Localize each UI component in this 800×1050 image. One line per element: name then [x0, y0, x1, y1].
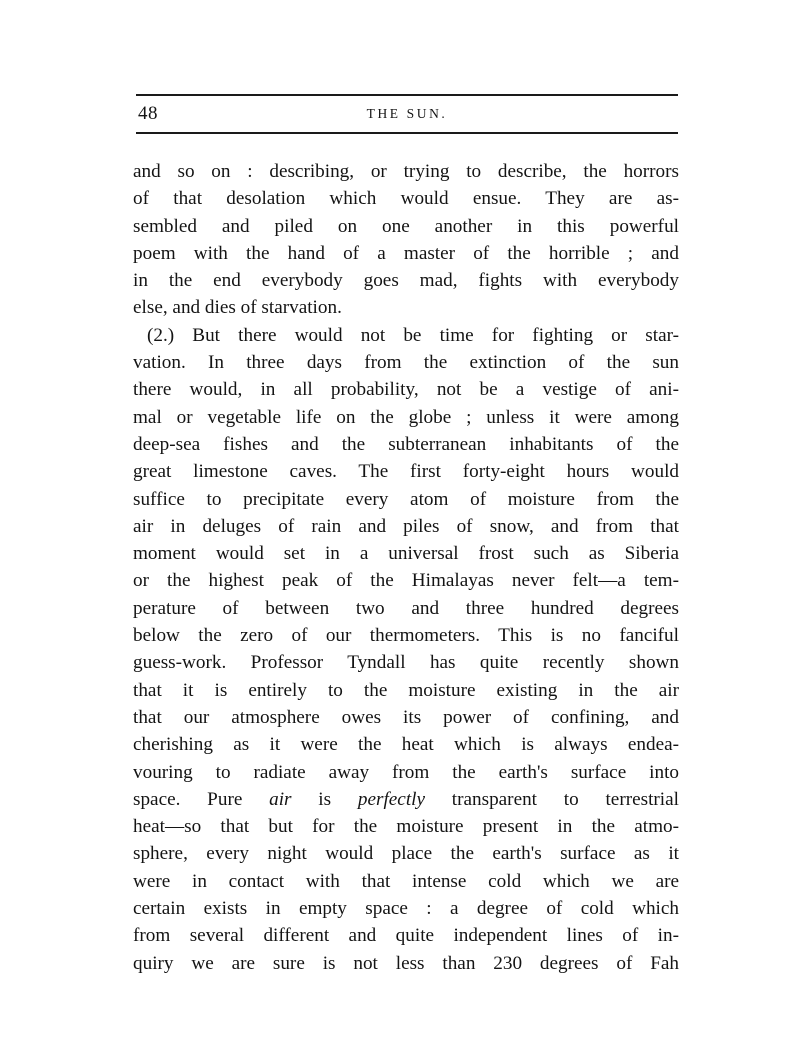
paragraph-start-line: (2.) But there would not be time for fighting or star- — [147, 324, 679, 346]
body-text — [133, 158, 679, 977]
page-number: 48 — [138, 103, 158, 124]
text-line: quiry we are sure is not less than 230 degrees of Fah — [133, 952, 679, 974]
text-line: vation. In three days from the extinction of the sun — [133, 352, 679, 374]
italic-word-perfectly: perfectly — [357, 788, 425, 810]
text-line: perature of between two and three hundred degrees — [133, 597, 679, 619]
text-line: vouring to radiate away from the earth's surface into — [133, 761, 679, 783]
text-line: and so on : describing, or trying to describe, the horrors — [133, 161, 679, 182]
text-line: else, and dies of starvation. — [133, 297, 342, 319]
running-head — [136, 101, 678, 129]
text-line: air in deluges of rain and piles of snow, and from that — [133, 515, 679, 537]
text-fragment: is — [291, 788, 358, 810]
text-line: in the end everybody goes mad, fights with everybody — [133, 270, 679, 292]
text-line: cherishing as it were the heat which is always endea- — [133, 734, 679, 756]
italic-word-air: air — [269, 788, 292, 810]
header-rule-bottom — [136, 132, 678, 134]
text-line: below the zero of our thermometers. This is no fanciful — [133, 625, 679, 647]
header-rule-top — [136, 94, 678, 96]
text-line: great limestone caves. The first forty-eight hours would — [133, 461, 679, 483]
text-line: that our atmosphere owes its power of confining, and — [133, 706, 679, 728]
text-line: suffice to precipitate every atom of moisture from the — [133, 488, 679, 510]
text-line: certain exists in empty space : a degree of cold which — [133, 898, 679, 920]
text-line: mal or vegetable life on the globe ; unless it were among — [133, 406, 679, 428]
text-line: that it is entirely to the moisture existing in the air — [133, 679, 679, 701]
text-line: were in contact with that intense cold which we are — [133, 870, 679, 892]
text-line: moment would set in a universal frost such as Siberia — [133, 543, 679, 565]
text-line: poem with the hand of a master of the horrible ; and — [133, 242, 679, 264]
text-line: there would, in all probability, not be a vestige of ani- — [133, 379, 679, 401]
text-line: deep-sea fishes and the subterranean inhabitants of the — [133, 433, 679, 455]
text-line: from several different and quite independent lines of in- — [133, 925, 679, 947]
text-fragment: transparent to terrestrial — [425, 788, 679, 810]
running-title: THE SUN. — [366, 106, 448, 121]
text-line: sembled and piled on one another in this powerful — [133, 215, 679, 237]
text-line: guess-work. Professor Tyndall has quite recently shown — [133, 652, 679, 674]
text-line-with-italics — [133, 786, 679, 813]
text-line: of that desolation which would ensue. They are as- — [133, 188, 679, 210]
text-line: or the highest peak of the Himalayas never felt—a tem- — [133, 570, 679, 592]
text-line: sphere, every night would place the earth's surface as it — [133, 843, 679, 865]
text-line: heat—so that but for the moisture present in the atmo- — [133, 816, 679, 838]
text-fragment: space. Pure — [133, 788, 270, 810]
